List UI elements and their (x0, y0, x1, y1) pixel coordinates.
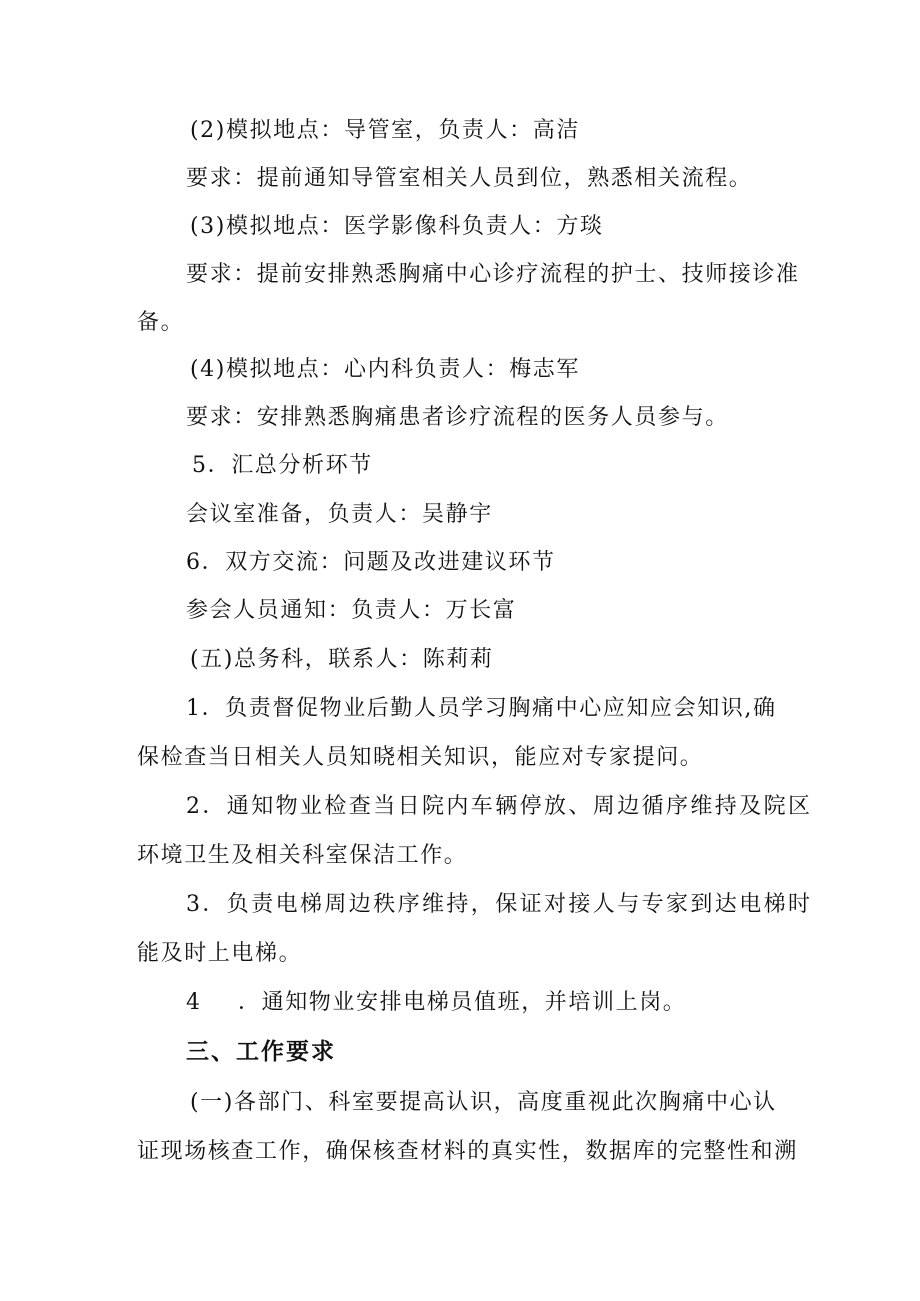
text-line: 证现场核查工作，确保核查材料的真实性，数据库的完整性和溯 (137, 1139, 798, 1164)
text-line: 参会人员通知：负责人：万长富 (186, 598, 517, 623)
text-line: (3)模拟地点：医学影像科负责人：方琰 (190, 214, 604, 239)
text-line: 3．负责电梯周边秩序维持，保证对接人与专家到达电梯时 (186, 892, 813, 917)
text-line: 保检查当日相关人员知晓相关知识，能应对专家提问。 (137, 745, 704, 770)
list-number: 4 (186, 990, 202, 1015)
text-line: 要求：提前安排熟悉胸痛中心诊疗流程的护士、技师接诊准 (186, 262, 800, 287)
text-line: 会议室准备，负责人：吴静宇 (186, 502, 493, 527)
text-line: 环境卫生及相关科室保洁工作。 (137, 843, 468, 868)
text-line: ．通知物业安排电梯员值班，并培训上岗。 (238, 990, 687, 1015)
section-heading: 三、工作要求 (186, 1039, 336, 1065)
text-line: (五)总务科，联系人：陈莉莉 (190, 647, 494, 672)
text-line: (一)各部门、科室要提高认识，高度重视此次胸痛中心认 (190, 1090, 777, 1115)
text-line: (2)模拟地点：导管室，负责人：高洁 (190, 118, 580, 143)
text-line: 要求：安排熟悉胸痛患者诊疗流程的医务人员参与。 (186, 405, 729, 430)
text-line: (4)模拟地点：心内科负责人：梅志军 (190, 357, 580, 382)
text-line: 2．通知物业检查当日院内车辆停放、周边循序维持及院区 (186, 794, 813, 819)
text-line: 能及时上电梯。 (137, 941, 303, 966)
text-line: 5．汇总分析环节 (192, 453, 373, 478)
text-line: 要求：提前通知导管室相关人员到位，熟悉相关流程。 (186, 166, 753, 191)
text-line: 1．负责督促物业后勤人员学习胸痛中心应知应会知识,确 (186, 696, 777, 721)
text-line: 备。 (137, 310, 185, 335)
text-line: 6．双方交流：问题及改进建议环节 (186, 550, 556, 575)
